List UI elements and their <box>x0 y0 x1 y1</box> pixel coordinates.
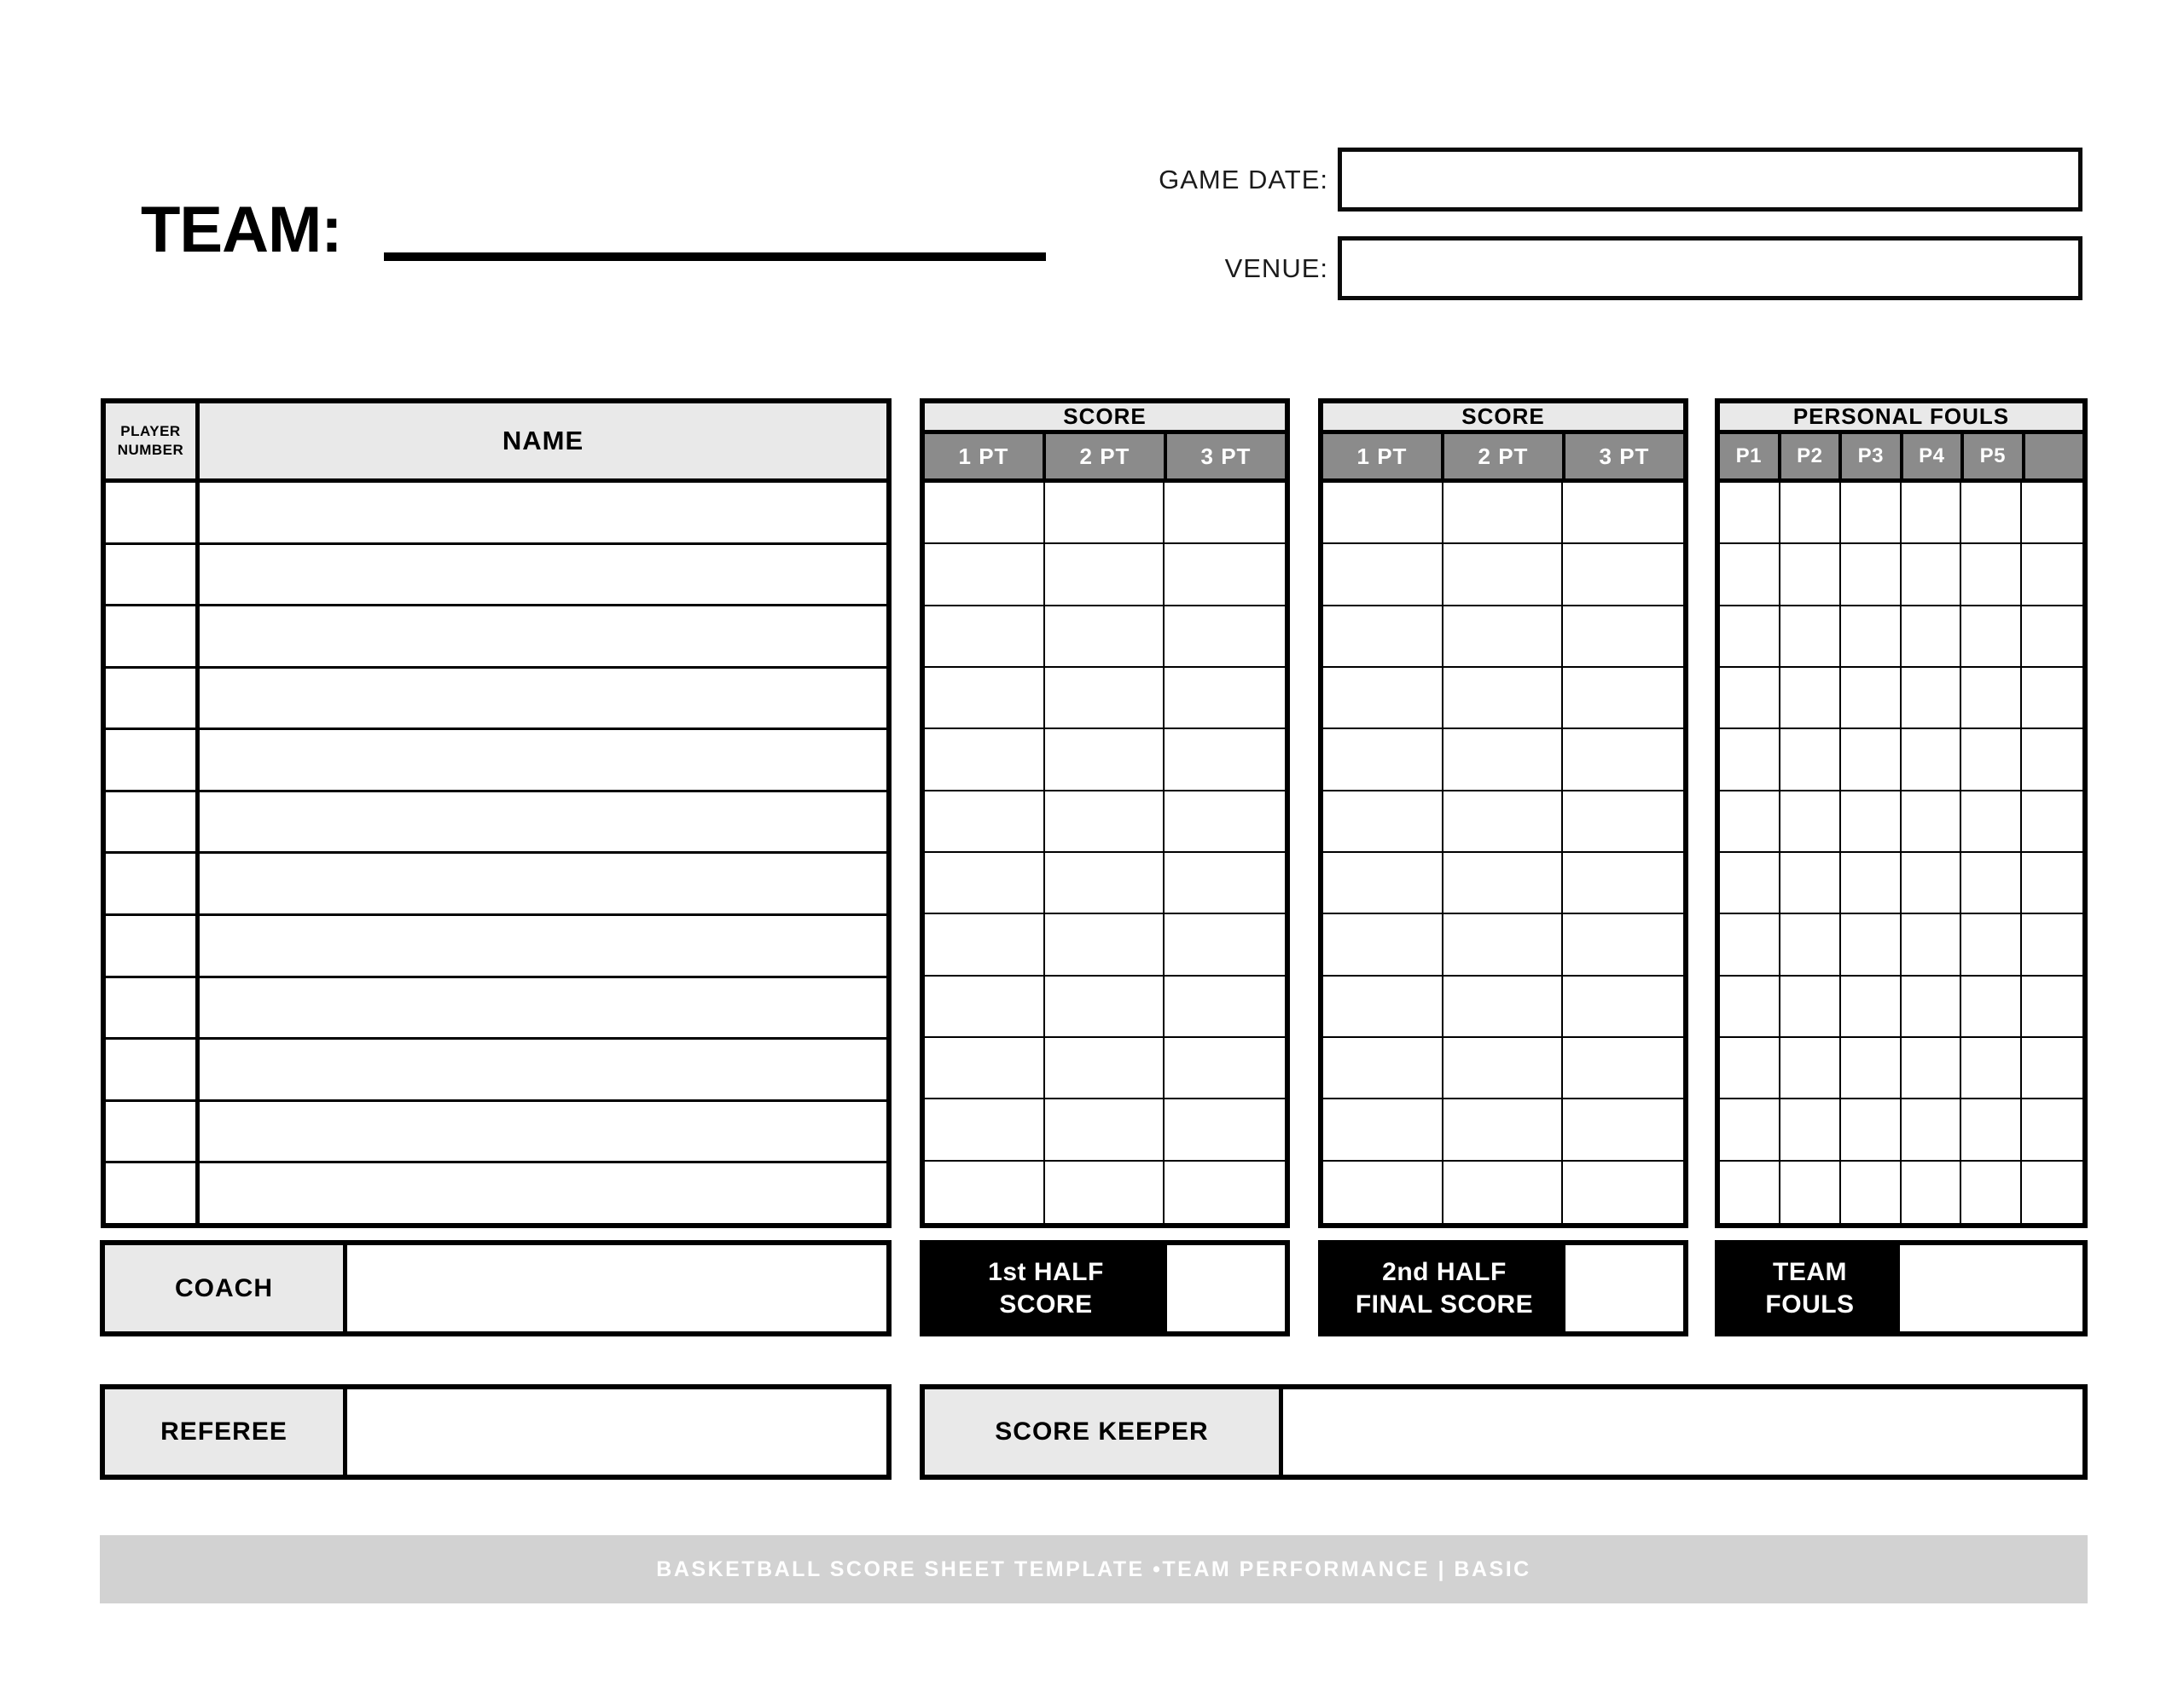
entry-cell[interactable] <box>1165 853 1285 914</box>
entry-cell[interactable] <box>1902 483 1962 544</box>
team-fouls-label <box>1720 1245 1900 1331</box>
entry-cell[interactable] <box>1045 1162 1165 1223</box>
entry-cell[interactable] <box>1045 914 1165 976</box>
label-line-2: FOULS <box>1765 1290 1855 1319</box>
entry-cell[interactable] <box>1443 914 1564 976</box>
first-half-score-total <box>920 1240 1290 1336</box>
entry-cell[interactable] <box>1443 668 1564 729</box>
entry-cell[interactable] <box>1720 1162 1780 1223</box>
venue-label: VENUE: <box>1224 253 1328 283</box>
second-half-final-score-total <box>1318 1240 1688 1336</box>
player-number-cell[interactable] <box>106 606 200 666</box>
player-name-cell[interactable] <box>200 1102 886 1162</box>
entry-cell[interactable] <box>1780 1099 1841 1161</box>
footer-bar <box>100 1535 2088 1603</box>
column-header-blank <box>2025 434 2083 478</box>
entry-cell[interactable] <box>1720 791 1780 853</box>
entry-cell[interactable] <box>1165 544 1285 606</box>
entry-cell[interactable] <box>2022 853 2082 914</box>
entry-cell[interactable] <box>1780 977 1841 1038</box>
roster-row <box>106 916 886 978</box>
player-name-cell[interactable] <box>200 792 886 852</box>
entry-cell[interactable] <box>1563 1162 1683 1223</box>
entry-cell[interactable] <box>1563 668 1683 729</box>
entry-cell[interactable] <box>1443 977 1564 1038</box>
entry-cell[interactable] <box>1841 544 1902 606</box>
column-header-1-pt: 1 PT <box>925 434 1046 478</box>
venue-input[interactable] <box>1338 236 2082 300</box>
entry-cell[interactable] <box>1902 791 1962 853</box>
entry-cell[interactable] <box>1902 668 1962 729</box>
player-name-cell[interactable] <box>200 545 886 605</box>
entry-cell[interactable] <box>1165 1162 1285 1223</box>
entry-cell[interactable] <box>1443 1038 1564 1099</box>
entry-cell[interactable] <box>1443 729 1564 791</box>
second-half-final-score-label <box>1323 1245 1565 1331</box>
entry-cell[interactable] <box>1720 914 1780 976</box>
entry-cell[interactable] <box>925 914 1045 976</box>
player-number-cell[interactable] <box>106 730 200 790</box>
entry-cell[interactable] <box>2022 914 2082 976</box>
score-keeper-label: SCORE KEEPER <box>925 1389 1283 1475</box>
entry-cell[interactable] <box>1720 1038 1780 1099</box>
name-column-header: NAME <box>502 426 584 455</box>
entry-cell[interactable] <box>1841 483 1902 544</box>
entry-cell[interactable] <box>1841 853 1902 914</box>
player-number-cell[interactable] <box>106 978 200 1038</box>
entry-cell[interactable] <box>925 853 1045 914</box>
entry-cell[interactable] <box>1961 483 2022 544</box>
entry-cell[interactable] <box>925 606 1045 668</box>
entry-cell[interactable] <box>1841 914 1902 976</box>
entry-cell[interactable] <box>1045 977 1165 1038</box>
score-grid <box>1323 483 1683 1223</box>
roster-row <box>106 854 886 916</box>
entry-cell[interactable] <box>925 1099 1045 1161</box>
entry-cell[interactable] <box>1902 853 1962 914</box>
second-half-score-table <box>1318 398 1688 1228</box>
entry-cell[interactable] <box>1563 606 1683 668</box>
entry-cell[interactable] <box>1902 1099 1962 1161</box>
team-name-fill-line[interactable] <box>384 252 1046 261</box>
entry-cell[interactable] <box>1323 483 1443 544</box>
personal-fouls-title: PERSONAL FOULS <box>1720 403 2082 434</box>
entry-cell[interactable] <box>1045 483 1165 544</box>
player-name-cell[interactable] <box>200 483 886 542</box>
player-number-cell[interactable] <box>106 916 200 976</box>
roster-table <box>101 398 892 1228</box>
player-number-cell[interactable] <box>106 483 200 542</box>
column-header-1-pt: 1 PT <box>1323 434 1444 478</box>
player-name-cell[interactable] <box>200 606 886 666</box>
entry-cell[interactable] <box>1323 914 1443 976</box>
entry-cell[interactable] <box>1841 977 1902 1038</box>
entry-cell[interactable] <box>1165 729 1285 791</box>
score-table-title: SCORE <box>1323 403 1683 434</box>
referee-signature-input[interactable] <box>347 1389 886 1475</box>
entry-cell[interactable] <box>1902 914 1962 976</box>
entry-cell[interactable] <box>1720 729 1780 791</box>
entry-cell[interactable] <box>1323 1099 1443 1161</box>
entry-cell[interactable] <box>1841 668 1902 729</box>
entry-cell[interactable] <box>1563 729 1683 791</box>
entry-cell[interactable] <box>1780 791 1841 853</box>
footer-text: BASKETBALL SCORE SHEET TEMPLATE •TEAM PERFORMANCE | BASIC <box>656 1557 1531 1581</box>
entry-cell[interactable] <box>1961 914 2022 976</box>
entry-cell[interactable] <box>1780 729 1841 791</box>
team-fouls-total <box>1715 1240 2088 1336</box>
entry-cell[interactable] <box>2022 1099 2082 1161</box>
column-header-p4: P4 <box>1903 434 1965 478</box>
entry-cell[interactable] <box>1045 853 1165 914</box>
roster-header-row <box>106 403 886 483</box>
roster-row <box>106 1102 886 1164</box>
entry-cell[interactable] <box>1780 606 1841 668</box>
entry-cell[interactable] <box>1841 791 1902 853</box>
player-number-cell[interactable] <box>106 1102 200 1162</box>
coach-label: COACH <box>105 1245 347 1331</box>
entry-cell[interactable] <box>1563 853 1683 914</box>
column-header-p1: P1 <box>1720 434 1781 478</box>
player-name-cell[interactable] <box>200 669 886 728</box>
player-name-cell[interactable] <box>200 978 886 1038</box>
entry-cell[interactable] <box>1045 668 1165 729</box>
entry-cell[interactable] <box>1165 791 1285 853</box>
entry-cell[interactable] <box>1841 606 1902 668</box>
entry-cell[interactable] <box>1165 1038 1285 1099</box>
column-header-2-pt: 2 PT <box>1046 434 1167 478</box>
personal-fouls-table <box>1715 398 2088 1228</box>
entry-cell[interactable] <box>1961 729 2022 791</box>
entry-cell[interactable] <box>1902 729 1962 791</box>
column-header-2-pt: 2 PT <box>1444 434 1565 478</box>
game-date-label: GAME DATE: <box>1159 165 1328 194</box>
team-fouls-input[interactable] <box>1900 1245 2082 1331</box>
roster-row <box>106 545 886 607</box>
entry-cell[interactable] <box>1961 606 2022 668</box>
player-name-cell[interactable] <box>200 854 886 913</box>
entry-cell[interactable] <box>1323 1038 1443 1099</box>
roster-row <box>106 606 886 669</box>
column-header-p3: P3 <box>1842 434 1903 478</box>
score-table-title: SCORE <box>925 403 1285 434</box>
entry-cell[interactable] <box>1720 544 1780 606</box>
entry-cell[interactable] <box>1902 1038 1962 1099</box>
entry-cell[interactable] <box>1902 544 1962 606</box>
entry-cell[interactable] <box>2022 544 2082 606</box>
entry-cell[interactable] <box>1443 483 1564 544</box>
entry-cell[interactable] <box>1780 1038 1841 1099</box>
entry-cell[interactable] <box>1045 544 1165 606</box>
entry-cell[interactable] <box>1323 1162 1443 1223</box>
score-subheader-row <box>1323 434 1683 483</box>
player-name-cell[interactable] <box>200 1040 886 1099</box>
entry-cell[interactable] <box>1720 853 1780 914</box>
entry-cell[interactable] <box>2022 729 2082 791</box>
fouls-subheader-row <box>1720 434 2082 483</box>
entry-cell[interactable] <box>1443 606 1564 668</box>
entry-cell[interactable] <box>1563 914 1683 976</box>
entry-cell[interactable] <box>1780 483 1841 544</box>
label-line-2: SCORE <box>999 1290 1093 1319</box>
score-grid <box>925 483 1285 1223</box>
entry-cell[interactable] <box>1961 544 2022 606</box>
entry-cell[interactable] <box>2022 606 2082 668</box>
first-half-score-table <box>920 398 1290 1228</box>
entry-cell[interactable] <box>1323 606 1443 668</box>
label-line-1: 2nd HALF <box>1382 1258 1507 1286</box>
entry-cell[interactable] <box>1323 977 1443 1038</box>
entry-cell[interactable] <box>1841 1162 1902 1223</box>
entry-cell[interactable] <box>1902 1162 1962 1223</box>
entry-cell[interactable] <box>925 791 1045 853</box>
entry-cell[interactable] <box>1323 791 1443 853</box>
entry-cell[interactable] <box>1780 544 1841 606</box>
column-header-3-pt: 3 PT <box>1200 443 1252 469</box>
entry-cell[interactable] <box>925 1038 1045 1099</box>
roster-body <box>106 483 886 1223</box>
entry-cell[interactable] <box>1563 791 1683 853</box>
entry-cell[interactable] <box>1841 729 1902 791</box>
entry-cell[interactable] <box>1045 606 1165 668</box>
entry-cell[interactable] <box>1165 668 1285 729</box>
player-number-cell[interactable] <box>106 669 200 728</box>
column-header-3-pt: 3 PT <box>1599 443 1650 469</box>
second-half-final-score-input[interactable] <box>1565 1245 1683 1331</box>
team-label: TEAM: <box>141 194 342 266</box>
coach-row <box>100 1240 892 1336</box>
entry-cell[interactable] <box>1443 1162 1564 1223</box>
column-header-p2: P2 <box>1781 434 1843 478</box>
entry-cell[interactable] <box>1563 977 1683 1038</box>
entry-cell[interactable] <box>1902 977 1962 1038</box>
coach-name-input[interactable] <box>347 1245 886 1331</box>
roster-row <box>106 483 886 545</box>
entry-cell[interactable] <box>1841 1099 1902 1161</box>
entry-cell[interactable] <box>1902 606 1962 668</box>
entry-cell[interactable] <box>1443 1099 1564 1161</box>
roster-row <box>106 669 886 731</box>
score-keeper-row <box>920 1384 2088 1480</box>
referee-row <box>100 1384 892 1480</box>
entry-cell[interactable] <box>1165 483 1285 544</box>
entry-cell[interactable] <box>1045 729 1165 791</box>
entry-cell[interactable] <box>925 668 1045 729</box>
column-header-p5: P5 <box>1964 434 2025 478</box>
roster-row <box>106 978 886 1041</box>
entry-cell[interactable] <box>1961 977 2022 1038</box>
entry-cell[interactable] <box>1780 668 1841 729</box>
entry-cell[interactable] <box>1323 544 1443 606</box>
game-date-input[interactable] <box>1338 148 2082 212</box>
entry-cell[interactable] <box>1720 1099 1780 1161</box>
entry-cell[interactable] <box>1780 1162 1841 1223</box>
first-half-score-input[interactable] <box>1167 1245 1285 1331</box>
roster-row <box>106 1040 886 1102</box>
player-name-cell[interactable] <box>200 730 886 790</box>
entry-cell[interactable] <box>1720 977 1780 1038</box>
entry-cell[interactable] <box>1323 729 1443 791</box>
roster-row <box>106 730 886 792</box>
first-half-score-label <box>925 1245 1167 1331</box>
player-number-cell[interactable] <box>106 1163 200 1223</box>
entry-cell[interactable] <box>1165 1099 1285 1161</box>
entry-cell[interactable] <box>2022 1162 2082 1223</box>
entry-cell[interactable] <box>1961 853 2022 914</box>
entry-cell[interactable] <box>925 1162 1045 1223</box>
entry-cell[interactable] <box>1563 1099 1683 1161</box>
referee-label: REFEREE <box>105 1389 347 1475</box>
entry-cell[interactable] <box>1323 668 1443 729</box>
player-number-column-header: PLAYER NUMBER <box>106 403 200 478</box>
roster-row <box>106 792 886 855</box>
entry-cell[interactable] <box>1443 791 1564 853</box>
entry-cell[interactable] <box>1443 544 1564 606</box>
entry-cell[interactable] <box>1323 853 1443 914</box>
entry-cell[interactable] <box>2022 977 2082 1038</box>
entry-cell[interactable] <box>1045 1038 1165 1099</box>
entry-cell[interactable] <box>1165 606 1285 668</box>
entry-cell[interactable] <box>925 977 1045 1038</box>
player-number-cell[interactable] <box>106 854 200 913</box>
roster-row <box>106 1163 886 1223</box>
label-line-2: FINAL SCORE <box>1355 1290 1534 1319</box>
entry-cell[interactable] <box>1961 668 2022 729</box>
fouls-grid <box>1720 483 2082 1223</box>
entry-cell[interactable] <box>1961 1162 2022 1223</box>
entry-cell[interactable] <box>1961 1038 2022 1099</box>
entry-cell[interactable] <box>1045 791 1165 853</box>
entry-cell[interactable] <box>1045 1099 1165 1161</box>
entry-cell[interactable] <box>925 729 1045 791</box>
entry-cell[interactable] <box>1563 544 1683 606</box>
entry-cell[interactable] <box>2022 791 2082 853</box>
entry-cell[interactable] <box>1443 853 1564 914</box>
entry-cell[interactable] <box>1841 1038 1902 1099</box>
score-subheader-row <box>925 434 1285 483</box>
label-line-1: TEAM <box>1773 1258 1847 1286</box>
entry-cell[interactable] <box>1165 914 1285 976</box>
player-name-cell[interactable] <box>200 916 886 976</box>
entry-cell[interactable] <box>1961 1099 2022 1161</box>
entry-cell[interactable] <box>2022 483 2082 544</box>
player-number-cell[interactable] <box>106 545 200 605</box>
entry-cell[interactable] <box>2022 668 2082 729</box>
player-name-cell[interactable] <box>200 1163 886 1223</box>
entry-cell[interactable] <box>1720 606 1780 668</box>
entry-cell[interactable] <box>1720 668 1780 729</box>
entry-cell[interactable] <box>925 544 1045 606</box>
player-number-cell[interactable] <box>106 792 200 852</box>
entry-cell[interactable] <box>925 483 1045 544</box>
entry-cell[interactable] <box>1780 914 1841 976</box>
entry-cell[interactable] <box>1165 977 1285 1038</box>
player-number-cell[interactable] <box>106 1040 200 1099</box>
entry-cell[interactable] <box>1961 791 2022 853</box>
entry-cell[interactable] <box>1563 1038 1683 1099</box>
entry-cell[interactable] <box>1720 483 1780 544</box>
entry-cell[interactable] <box>1780 853 1841 914</box>
entry-cell[interactable] <box>1563 483 1683 544</box>
label-line-1: 1st HALF <box>988 1258 1104 1286</box>
entry-cell[interactable] <box>2022 1038 2082 1099</box>
score-keeper-signature-input[interactable] <box>1283 1389 2082 1475</box>
